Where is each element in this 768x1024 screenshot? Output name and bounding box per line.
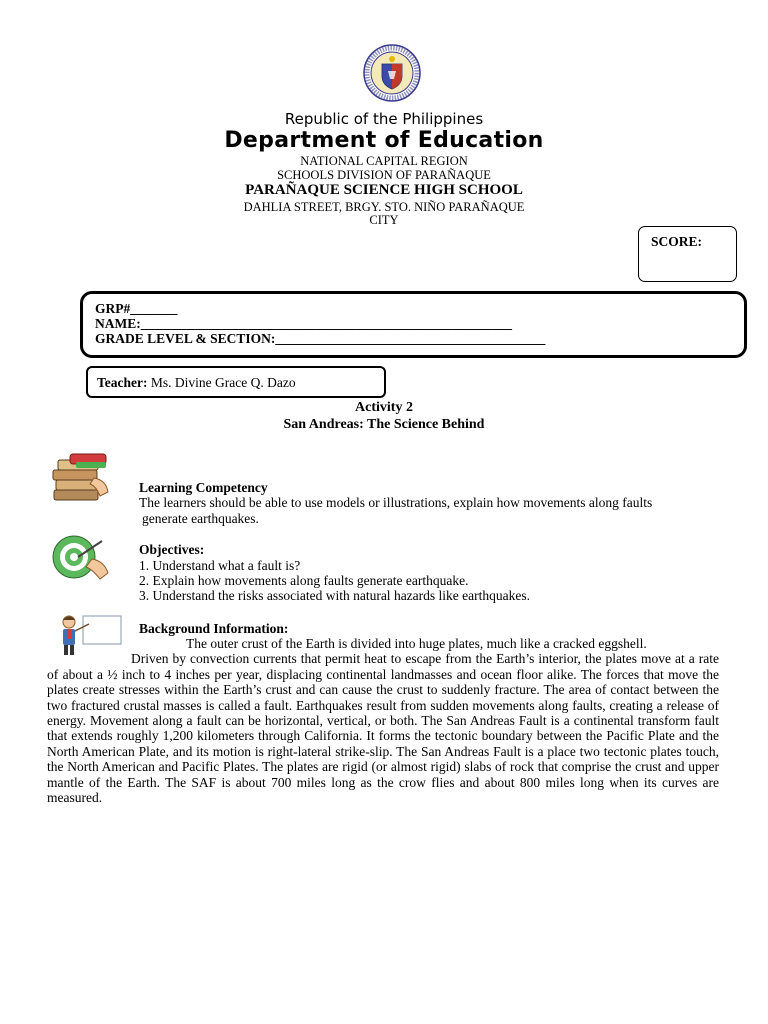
- background-paragraph: [47, 636, 719, 805]
- grp-field[interactable]: GRP#_______: [95, 301, 178, 316]
- deped-seal-icon: [363, 44, 421, 102]
- target-icon: [48, 533, 112, 583]
- activity-title: Activity 2: [355, 400, 413, 415]
- background-first-line: The outer crust of the Earth is divided into huge plates, much like a cracked eggshell.: [186, 636, 647, 651]
- objective-item: 2. Explain how movements along faults generate earthquake.: [139, 573, 469, 588]
- activity-subtitle: San Andreas: The Science Behind: [283, 417, 485, 432]
- background-title: Background Information:: [139, 621, 289, 636]
- region-line: NATIONAL CAPITAL REGION: [300, 154, 468, 168]
- school-name: PARAÑAQUE SCIENCE HIGH SCHOOL: [245, 182, 523, 198]
- objectives-title: Objectives:: [139, 542, 205, 557]
- objective-item: 1. Understand what a fault is?: [139, 558, 301, 573]
- grade-section-field[interactable]: GRADE LEVEL & SECTION:________________________________________: [95, 331, 546, 346]
- score-box[interactable]: [638, 226, 737, 282]
- background-body: Driven by convection currents that permit heat to escape from the Earth’s interior, the plates move at a rate of about a ½ inch to 4 inches per year, displacing continental landmasses and ocean floor alike. The forces that move the plates create stresses within the Earth’s crust and can cause the crust to suddenly fracture. The area of contact between the two fractured crustal masses is called a fault. Earthquakes result from sudden movements along faults, creating a release of energy. Movement along a fault can be horizontal, vertical, or both. The San Andreas Fault is a continental transform fault that extends roughly 1,200 kilometers through California. It forms the tectonic boundary between the Pacific Plate and the North American Plate, and its motion is right-lateral strike-slip. The San Andreas Fault is a place two tectonic plates touch, the North American and Pacific Plates. The plates are rigid (or almost rigid) slabs of rock that comprise the crust and upper mantle of the Earth. The SAF is about 700 miles long as the crow flies and about 800 miles long when its curves are measured.: [47, 651, 719, 806]
- learning-competency-text-1: The learners should be able to use models or illustrations, explain how movements along faults: [139, 495, 653, 510]
- learning-competency-text-2: generate earthquakes.: [142, 511, 259, 526]
- teacher-box: [86, 366, 386, 398]
- student-info-box: [80, 291, 747, 358]
- objective-item: 3. Understand the risks associated with natural hazards like earthquakes.: [139, 588, 530, 603]
- department-title: Department of Education: [224, 128, 544, 153]
- address-line-1: DAHLIA STREET, BRGY. STO. NIÑO PARAÑAQUE: [243, 200, 525, 214]
- republic-title: Republic of the Philippines: [284, 110, 484, 128]
- teacher-label: Teacher:: [97, 375, 148, 390]
- books-icon: [48, 450, 114, 506]
- address-line-2: CITY: [369, 213, 399, 227]
- teacher-name: Ms. Divine Grace Q. Dazo: [150, 375, 296, 390]
- division-line: SCHOOLS DIVISION OF PARAÑAQUE: [277, 168, 491, 182]
- name-field[interactable]: NAME:_______________________________________________________: [95, 316, 512, 331]
- learning-competency-title: Learning Competency: [139, 480, 268, 495]
- teacher-line: [97, 375, 296, 391]
- score-label: SCORE:: [651, 234, 703, 249]
